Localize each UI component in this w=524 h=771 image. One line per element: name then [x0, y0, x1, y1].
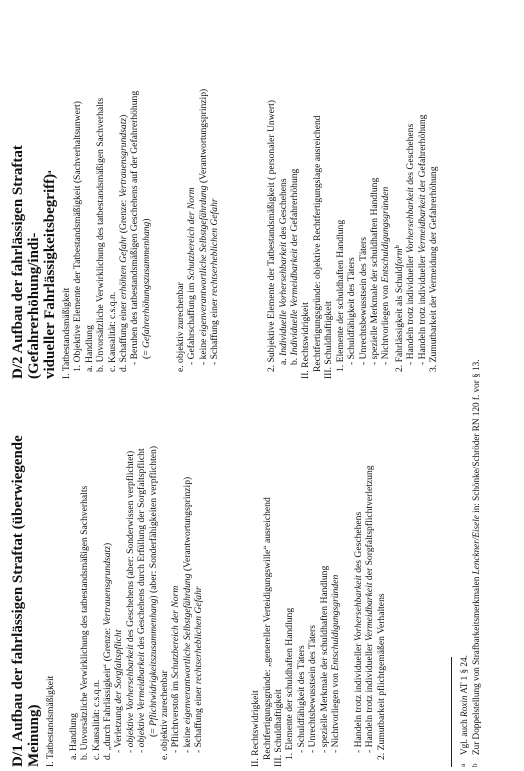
right-line: Rechtfertigungsgründe: objektive Rechtfertigungslage ausreichend [311, 115, 323, 372]
footnote-a: aVgl. auch Roxin AT 1 § 24. [459, 655, 469, 767]
left-line: - Verletzung der Sorgfaltspflicht [113, 629, 125, 753]
left-line: - Handeln trotz individueller Vorhersehbarkeit des Geschehens [352, 511, 364, 753]
left-line: - Pflichtverstoß im Schutzbereich der Norm [170, 585, 182, 753]
right-title: D/2 Aufbau der fahrlässigen Straftat (Gefahrerhöhung/indi- vidueller Fahrlässigkeitsbegriff)$^a$ [10, 145, 58, 379]
left-line: - Handeln trotz individueller Vermeidbarkeit der Sorgfaltspflichtverletzung [364, 465, 376, 753]
left-line: (= Pflichtwidrigkeitszusammenhang) (aber: Sonderfähigkeiten verpflichten) [147, 445, 159, 737]
right-line: I. Tatbestandsmäßigkeit [61, 287, 72, 379]
left-line: III. Schuldhaftigkeit [273, 689, 285, 767]
right-line: 1. Objektive Elemente der Tatbestandsmäßigkeit (Sachverhaltsunwert) [72, 101, 84, 372]
right-line: 1. Elemente der schuldhaften Handlung [334, 219, 346, 372]
left-line: d. „durch Fahrlässigkeit“ (Grenze: Vertrauensgrundsatz) [102, 542, 114, 760]
left-line: b. Unvorsätzliche Verwirklichung des tatbestandsmäßigen Sachverhalts [79, 485, 91, 760]
right-column-d2 [10, 4, 439, 379]
right-line: a. Handlung [83, 325, 95, 372]
left-line: I. Tatbestandsmäßigkeit [45, 675, 56, 767]
left-line: c. Kausalität: c.s.q.n. [90, 679, 102, 760]
right-line: - Schaffung einer rechtserheblichen Gefahr [209, 198, 221, 365]
right-line: - Handeln trotz individueller Vorhersehbarkeit des Geschehens [405, 123, 417, 365]
right-line: c. Kausalität: c.s.q.n. [106, 291, 118, 372]
right-line: b. Individuelle Vermeidbarkeit der Gefahrerhöhung [289, 168, 301, 365]
right-line: (= Gefahrerhöhungszusammenhang) [140, 218, 152, 359]
left-title: D/1 Aufbau der fahrlässigen Straftat (überwiegende Meinung) [10, 435, 42, 767]
right-line: - Beruhen des tatbestandsmäßigen Geschehens auf der Gefahrerhöhung [129, 90, 141, 365]
left-line: II. Rechtswidrigkeit [250, 690, 262, 767]
right-line: 2. Subjektive Elemente der Tatbestandsmäßigkeit ( personaler Unwert) [266, 100, 278, 372]
right-line: - Gefahrschaffung im Schutzbereich der Norm [186, 187, 198, 365]
right-line: - keine eigenverantwortliche Selbstgefährdung (Verantwortungsprinzip) [197, 88, 209, 365]
footnote-rule [451, 657, 452, 767]
left-line: Rechtfertigungsgründe: „genereller Verteidigungswille“ ausreichend [261, 497, 273, 760]
right-line: 2. Fahrlässigkeit als Schuldform$^b$ [393, 245, 405, 372]
right-line: b. Unvorsätzliche Verwirklichung des tatbestandsmäßigen Sachverhalts [95, 97, 107, 372]
left-line: - Nichtvorliegen von Entschuldigungsgründen [330, 574, 342, 753]
left-line: - Schuldfähigkeit des Täters [295, 645, 307, 753]
footnotes [458, 7, 482, 767]
left-line: - Schaffung einer rechtserheblichen Gefahr [193, 586, 205, 753]
right-line: d. Schaffung einer erhöhten Gefahr (Grenze: Vertrauensgrundsatz) [118, 114, 130, 372]
footnote-b: bZur Doppelstellung von Strafbarkeitsmerkmalen Lenckner/Eisele in: Schönke/Schröder RN 120 f. vor § 13. [471, 359, 481, 767]
right-line: - Unrechtsbewusstsein des Täters [357, 237, 369, 365]
left-line: a. Handlung [67, 713, 79, 760]
right-line: a. Individuelle Vorhersehbarkeit des Geschehens [277, 178, 289, 365]
left-line: 2. Zumutbarkeit pflichtgemäßen Verhaltens [375, 593, 387, 760]
left-line: - Unrechtsbewusstsein des Täters [307, 625, 319, 753]
left-line: - objektive Vorhersehbarkeit des Geschehens (aber: Sonderwissen verpflichtet) [124, 450, 136, 753]
left-line: - spezielle Merkmale der schuldhaften Handlung [318, 565, 330, 753]
left-line: - objektive Vermeidbarkeit des Geschehens durch Erfüllung der Sorgfaltspflicht [136, 448, 148, 753]
right-line: - spezielle Merkmale der schuldhaften Handlung [368, 177, 380, 365]
left-line: e. objektiv zurechenbar [159, 670, 171, 760]
right-line: II. Rechtswidrigkeit [300, 302, 312, 379]
left-line: - keine eigenverantwortliche Selbstgefährdung (Verantwortungsprinzip) [181, 476, 193, 753]
right-line: 3. Zumutbarkeit der Vermeidung der Gefahrerhöhung [427, 166, 439, 372]
right-line: - Nichtvorliegen von Entschuldigungsgründen [380, 186, 392, 365]
right-line: - Handeln trotz individueller Vermeidbarkeit der Gefahrerhöhung [416, 114, 428, 365]
left-line: 1. Elemente der schuldhaften Handlung [284, 607, 296, 760]
right-line: e. objektiv zurechenbar [175, 282, 187, 372]
left-column-d1 [10, 387, 387, 767]
right-line: III. Schuldhaftigkeit [323, 301, 335, 379]
right-line: - Schuldfähigkeit des Täters [346, 257, 358, 365]
